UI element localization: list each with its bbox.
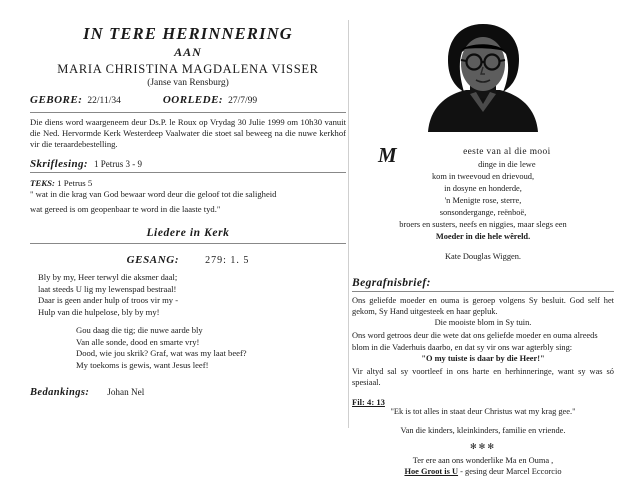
funeral-line-2: Die mooiste blom in Sy tuin. bbox=[434, 317, 532, 327]
birth-date: 22/11/34 bbox=[87, 96, 121, 106]
portrait-wrapper bbox=[352, 20, 614, 132]
maiden-name: (Janse van Rensburg) bbox=[147, 78, 229, 88]
birth-label: GEBORE: bbox=[30, 94, 83, 106]
funeral-letter-heading: Begrafnisbrief: bbox=[352, 276, 431, 289]
death-label: OORLEDE: bbox=[162, 94, 224, 106]
hymn-verse-2 bbox=[76, 325, 346, 371]
hymn-line: Hulp van die hulpelose, bly by my! bbox=[38, 306, 160, 317]
bible-quote: "Ek is tot alles in staat deur Christus wat my krag gee." bbox=[390, 407, 576, 417]
hymn-verse-1 bbox=[38, 272, 346, 318]
poem-author: Kate Douglas Wiggen. bbox=[444, 251, 522, 261]
poem-line: sonsondergange, reënboë, bbox=[439, 208, 527, 218]
portrait-photo bbox=[408, 20, 558, 132]
poem-line: dinge in die lewe bbox=[478, 160, 536, 170]
memorial-poem bbox=[352, 143, 614, 243]
closing-line-1: Ter ere aan ons wonderlike Ma en Ouma , bbox=[412, 456, 554, 466]
funeral-line-5: Vir altyd sal sy voortleef in ons harte en herhinneringe, want sy was só spesiaal. bbox=[352, 367, 614, 388]
title-subword: AAN bbox=[174, 45, 202, 59]
funeral-paragraph: Ons geliefde moeder en ouma is geroep volgens Sy besluit. God self het gekom, Sy Hand uitgesteek en haar gepluk. bbox=[352, 295, 614, 316]
teks-line bbox=[30, 178, 346, 188]
right-column bbox=[352, 18, 614, 478]
teks-reference: 1 Petrus 5 bbox=[57, 178, 93, 188]
hymn-line: laat steeds U lig my lewenspad bestraal! bbox=[38, 283, 177, 294]
poem-line: in dosyne en honderde, bbox=[444, 184, 522, 194]
closing-song-performer: - gesing deur Marcel Eccorcio bbox=[458, 467, 562, 477]
poem-line: kom in tweevoud en drievoud, bbox=[431, 172, 535, 182]
divider-under-dates bbox=[30, 112, 346, 113]
service-paragraph: Die diens word waargeneem deur Ds.P. le Roux op Vrydag 30 Julie 1999 om 10h30 vanuit die Ned. Hervormde Kerk Westerdeep Vaalwater die stoet sal beweeg na die nuwe kerkhof vir die teraardebestelling. bbox=[30, 117, 346, 149]
closing-block bbox=[352, 455, 614, 478]
death-date: 27/7/99 bbox=[228, 96, 258, 106]
bible-reference: Fil: 4: 13 bbox=[352, 397, 385, 408]
hymn-line: Van alle sonde, dood en smarte vry! bbox=[76, 336, 200, 347]
hymns-heading: Liedere in Kerk bbox=[146, 227, 230, 240]
gesang-label: GESANG: bbox=[126, 254, 180, 267]
closing-line-2 bbox=[352, 466, 614, 477]
divider-under-scripture bbox=[30, 172, 346, 173]
poem-line-final: Moeder in die hele wêreld. bbox=[435, 231, 531, 241]
hymn-line: Dood, wie jou skrik? Graf, wat was my laat beef? bbox=[76, 348, 247, 359]
hymn-line: Gou daag die tig; die nuwe aarde bly bbox=[76, 325, 203, 336]
hymn-line: Bly by my, Heer terwyl die aksmer daal; bbox=[38, 272, 178, 283]
hymn-line: Daar is geen ander hulp of troos vir my - bbox=[38, 295, 179, 306]
divider-under-hymns-heading bbox=[30, 243, 346, 244]
teks-label: TEKS: bbox=[30, 178, 55, 188]
dates-row bbox=[30, 94, 346, 106]
scripture-reference: 1 Petrus 3 - 9 bbox=[93, 159, 142, 169]
column-divider bbox=[348, 20, 349, 428]
teks-verse-line-2: wat gereed is om geopenbaar te word in die laaste tyd." bbox=[30, 204, 221, 215]
funeral-line-4: blom in die Vaderhuis daarbo, en dat sy vir ons war agterbly sing: bbox=[352, 343, 573, 353]
thanks-row bbox=[30, 387, 346, 398]
poem-line: 'n Menigte rose, sterre, bbox=[444, 196, 522, 206]
thanks-label: Bedankings: bbox=[30, 387, 90, 399]
divider-under-funeral-heading bbox=[352, 291, 614, 292]
thanks-value: Johan Nel bbox=[107, 387, 145, 398]
funeral-line-3: Ons word getroos deur die wete dat ons geliefde moeder en ouma alreeds bbox=[352, 330, 598, 340]
poem-line: broers en susters, neefs en niggies, maar slegs een bbox=[399, 219, 567, 229]
hymn-line: My toekoms is gewis, want Jesus leef! bbox=[76, 359, 209, 370]
gesang-number: 279: 1. 5 bbox=[205, 255, 250, 267]
scripture-section bbox=[30, 158, 346, 170]
scripture-label: Skriflesing: bbox=[30, 158, 88, 170]
deceased-name: MARIA CHRISTINA MAGDALENA VISSER bbox=[57, 62, 319, 76]
funeral-quote: "O my tuiste is daar by die Heer!" bbox=[421, 354, 545, 364]
teks-verse-line-1: " wat in die krag van God bewaar word deur die geloof tot die saligheid bbox=[30, 189, 277, 199]
left-column bbox=[30, 18, 346, 398]
poem-dropcap: M bbox=[378, 143, 397, 167]
star-divider: ✻✻✻ bbox=[469, 442, 497, 452]
signoff: Van die kinders, kleinkinders, familie en vriende. bbox=[400, 426, 566, 436]
gesang-row bbox=[30, 254, 346, 266]
closing-song-title: Hoe Groot is U bbox=[404, 467, 459, 477]
poem-line-1: eeste van al die mooi bbox=[463, 147, 551, 157]
page-title: IN TERE HERINNERING bbox=[83, 24, 293, 43]
